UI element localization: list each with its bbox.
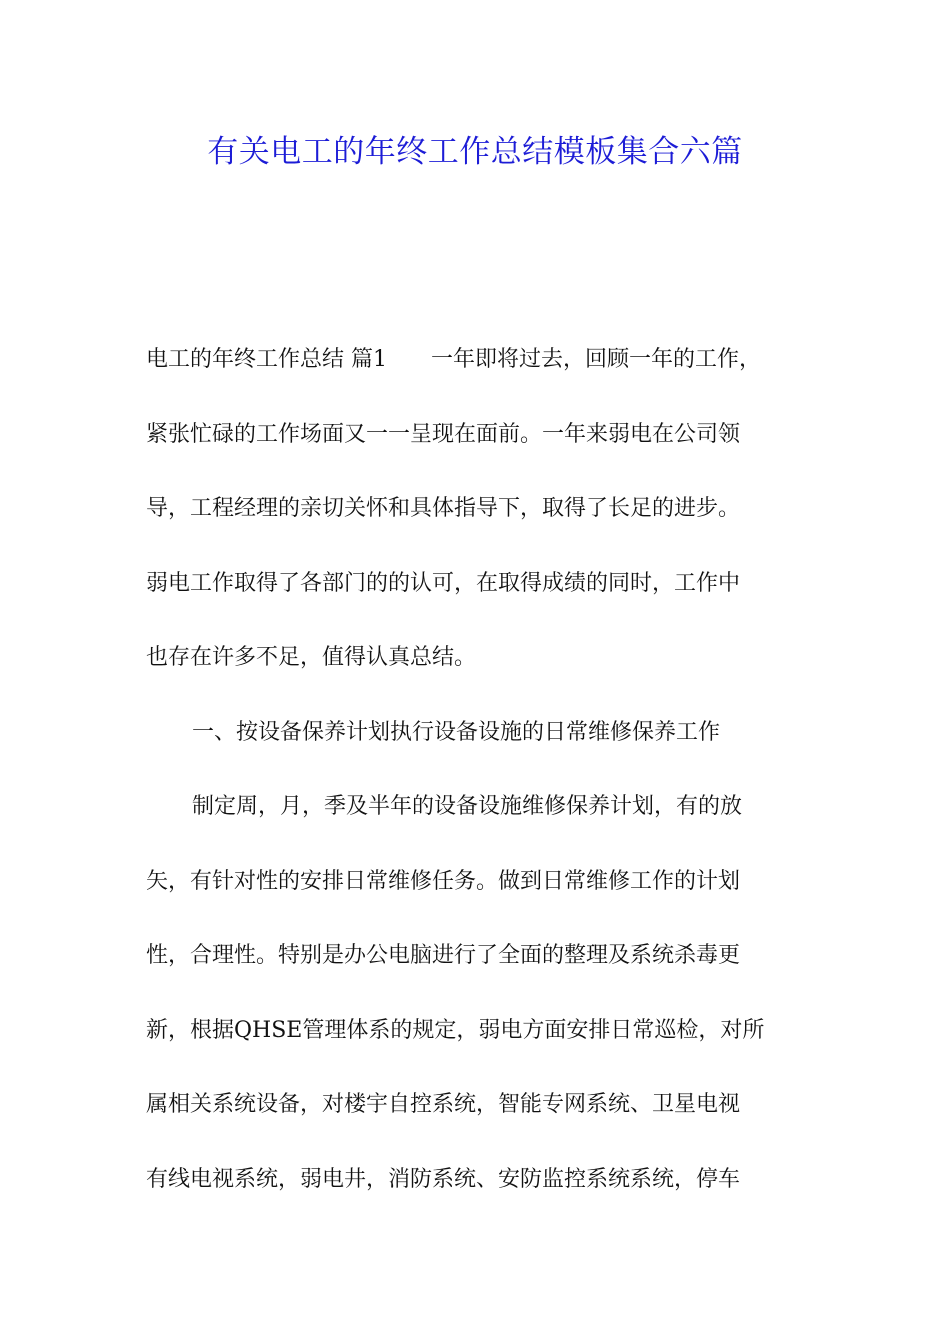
text-line: 弱电工作取得了各部门的的认可，在取得成绩的同时，工作中 [146,570,741,596]
text-line: 属相关系统设备，对楼宇自控系统，智能专网系统、卫星电视 [146,1092,741,1117]
text-line: 性，合理性。特别是办公电脑进行了全面的整理及系统杀毒更 [146,943,741,968]
text-line: 有线电视系统，弱电井，消防系统、安防监控系统系统，停车 [146,1166,741,1192]
text-line: 矢，有针对性的安排日常维修任务。做到日常维修工作的计划 [146,868,741,894]
text-line: 电工的年终工作总结 篇1 一年即将过去，回顾一年的工作， [146,347,761,372]
text-line: 也存在许多不足，值得认真总结。 [146,645,477,670]
document-body [146,336,836,1230]
text-line: 导，工程经理的亲切关怀和具体指导下，取得了长足的进步。 [146,496,741,521]
document-title: 有关电工的年终工作总结模板集合六篇 [207,134,743,170]
text-line: 新，根据QHSE管理体系的规定，弱电方面安排日常巡检，对所 [146,1017,765,1043]
text-line: 紧张忙碌的工作场面又一一呈现在面前。一年来弱电在公司领 [146,421,741,447]
section-heading: 一、按设备保养计划执行设备设施的日常维修保养工作 [192,719,721,745]
text-line: 制定周，月，季及半年的设备设施维修保养计划，有的放 [192,794,743,819]
